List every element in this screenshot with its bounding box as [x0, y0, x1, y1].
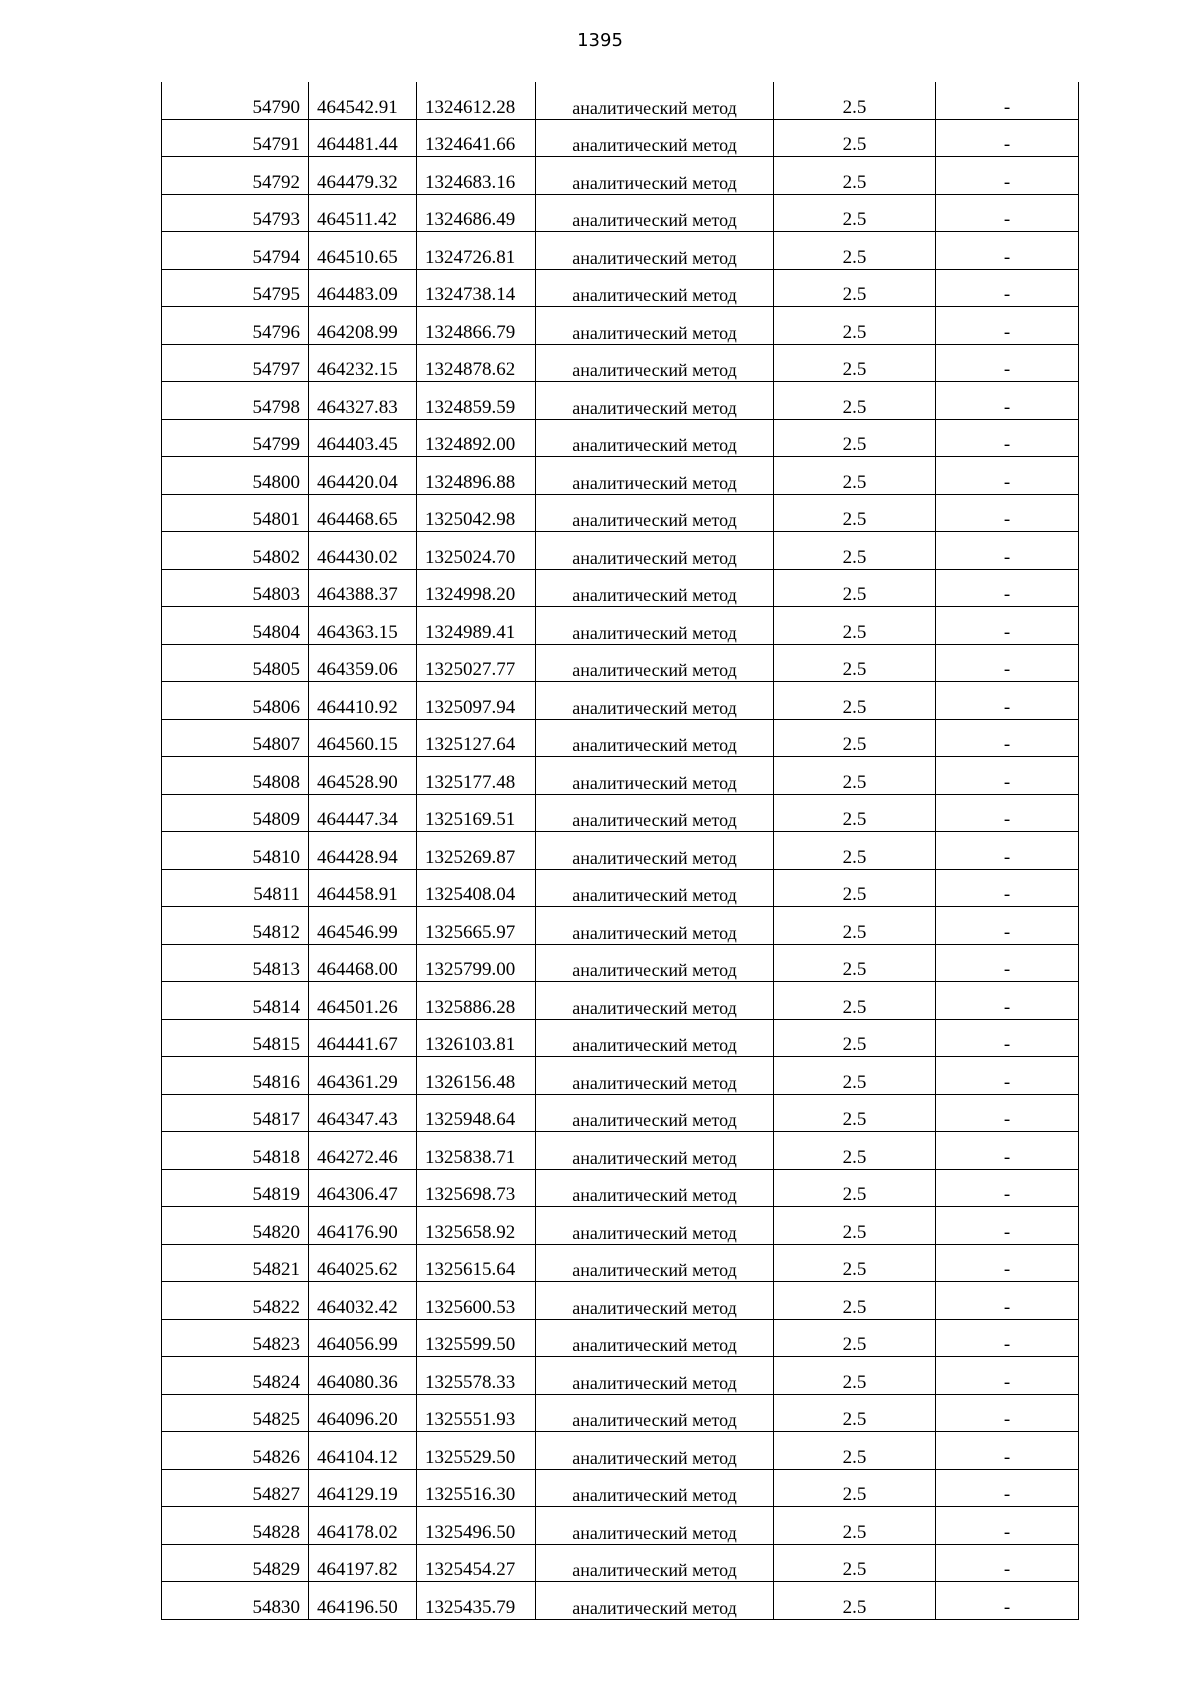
table-row	[162, 1019, 1079, 1057]
point-number-cell: 54819	[162, 1169, 309, 1207]
accuracy-cell: 2.5	[774, 1469, 936, 1507]
point-number-cell: 54795	[162, 269, 309, 307]
note-cell: -	[936, 1544, 1079, 1582]
accuracy-cell: 2.5	[774, 832, 936, 870]
page-number: 1395	[577, 30, 623, 51]
note-cell: -	[936, 682, 1079, 720]
point-number-cell: 54816	[162, 1057, 309, 1095]
table-row	[162, 1469, 1079, 1507]
point-number-cell: 54811	[162, 869, 309, 907]
note-cell: -	[936, 757, 1079, 795]
method-cell: аналитический метод	[536, 907, 774, 945]
x-coordinate-cell: 464468.00	[309, 944, 417, 982]
accuracy-cell: 2.5	[774, 1244, 936, 1282]
accuracy-cell: 2.5	[774, 494, 936, 532]
accuracy-cell: 2.5	[774, 1544, 936, 1582]
method-cell: аналитический метод	[536, 1207, 774, 1245]
note-cell: -	[936, 194, 1079, 232]
table-row	[162, 232, 1079, 270]
x-coordinate-cell: 464410.92	[309, 682, 417, 720]
note-cell: -	[936, 1432, 1079, 1470]
table-row	[162, 194, 1079, 232]
note-cell: -	[936, 457, 1079, 495]
x-coordinate-cell: 464481.44	[309, 119, 417, 157]
point-number-cell: 54806	[162, 682, 309, 720]
y-coordinate-cell: 1324998.20	[417, 569, 536, 607]
point-number-cell: 54810	[162, 832, 309, 870]
x-coordinate-cell: 464560.15	[309, 719, 417, 757]
method-cell: аналитический метод	[536, 1432, 774, 1470]
point-number-cell: 54808	[162, 757, 309, 795]
x-coordinate-cell: 464511.42	[309, 194, 417, 232]
table-row	[162, 1282, 1079, 1320]
method-cell: аналитический метод	[536, 607, 774, 645]
table-row	[162, 607, 1079, 645]
x-coordinate-cell: 464272.46	[309, 1132, 417, 1170]
note-cell: -	[936, 1282, 1079, 1320]
table-row	[162, 1394, 1079, 1432]
accuracy-cell: 2.5	[774, 1207, 936, 1245]
x-coordinate-cell: 464458.91	[309, 869, 417, 907]
y-coordinate-cell: 1325529.50	[417, 1432, 536, 1470]
x-coordinate-cell: 464510.65	[309, 232, 417, 270]
method-cell: аналитический метод	[536, 1582, 774, 1620]
method-cell: аналитический метод	[536, 569, 774, 607]
table-row	[162, 307, 1079, 345]
x-coordinate-cell: 464468.65	[309, 494, 417, 532]
table-row	[162, 757, 1079, 795]
note-cell: -	[936, 907, 1079, 945]
point-number-cell: 54793	[162, 194, 309, 232]
table-row	[162, 532, 1079, 570]
table-row	[162, 907, 1079, 945]
accuracy-cell: 2.5	[774, 1282, 936, 1320]
y-coordinate-cell: 1325615.64	[417, 1244, 536, 1282]
y-coordinate-cell: 1324726.81	[417, 232, 536, 270]
point-number-cell: 54804	[162, 607, 309, 645]
point-number-cell: 54828	[162, 1507, 309, 1545]
note-cell: -	[936, 607, 1079, 645]
y-coordinate-cell: 1325269.87	[417, 832, 536, 870]
y-coordinate-cell: 1325435.79	[417, 1582, 536, 1620]
accuracy-cell: 2.5	[774, 532, 936, 570]
y-coordinate-cell: 1324859.59	[417, 382, 536, 420]
point-number-cell: 54807	[162, 719, 309, 757]
note-cell: -	[936, 719, 1079, 757]
point-number-cell: 54803	[162, 569, 309, 607]
x-coordinate-cell: 464080.36	[309, 1357, 417, 1395]
point-number-cell: 54813	[162, 944, 309, 982]
point-number-cell: 54809	[162, 794, 309, 832]
method-cell: аналитический метод	[536, 419, 774, 457]
point-number-cell: 54823	[162, 1319, 309, 1357]
table-row	[162, 944, 1079, 982]
accuracy-cell: 2.5	[774, 382, 936, 420]
point-number-cell: 54817	[162, 1094, 309, 1132]
y-coordinate-cell: 1325658.92	[417, 1207, 536, 1245]
table-row	[162, 794, 1079, 832]
x-coordinate-cell: 464483.09	[309, 269, 417, 307]
accuracy-cell: 2.5	[774, 157, 936, 195]
accuracy-cell: 2.5	[774, 119, 936, 157]
y-coordinate-cell: 1325551.93	[417, 1394, 536, 1432]
method-cell: аналитический метод	[536, 1544, 774, 1582]
x-coordinate-cell: 464441.67	[309, 1019, 417, 1057]
note-cell: -	[936, 832, 1079, 870]
y-coordinate-cell: 1324683.16	[417, 157, 536, 195]
y-coordinate-cell: 1325097.94	[417, 682, 536, 720]
method-cell: аналитический метод	[536, 944, 774, 982]
point-number-cell: 54798	[162, 382, 309, 420]
table-row	[162, 269, 1079, 307]
method-cell: аналитический метод	[536, 719, 774, 757]
table-row	[162, 719, 1079, 757]
note-cell: -	[936, 232, 1079, 270]
note-cell: -	[936, 1469, 1079, 1507]
table-row	[162, 832, 1079, 870]
table-row	[162, 682, 1079, 720]
accuracy-cell: 2.5	[774, 232, 936, 270]
table-row	[162, 382, 1079, 420]
note-cell: -	[936, 1019, 1079, 1057]
note-cell: -	[936, 569, 1079, 607]
note-cell: -	[936, 1057, 1079, 1095]
method-cell: аналитический метод	[536, 494, 774, 532]
method-cell: аналитический метод	[536, 232, 774, 270]
method-cell: аналитический метод	[536, 1357, 774, 1395]
y-coordinate-cell: 1324989.41	[417, 607, 536, 645]
x-coordinate-cell: 464327.83	[309, 382, 417, 420]
accuracy-cell: 2.5	[774, 1319, 936, 1357]
y-coordinate-cell: 1326103.81	[417, 1019, 536, 1057]
x-coordinate-cell: 464104.12	[309, 1432, 417, 1470]
x-coordinate-cell: 464430.02	[309, 532, 417, 570]
method-cell: аналитический метод	[536, 682, 774, 720]
note-cell: -	[936, 382, 1079, 420]
point-number-cell: 54827	[162, 1469, 309, 1507]
y-coordinate-cell: 1325838.71	[417, 1132, 536, 1170]
point-number-cell: 54805	[162, 644, 309, 682]
x-coordinate-cell: 464528.90	[309, 757, 417, 795]
note-cell: -	[936, 82, 1079, 119]
point-number-cell: 54790	[162, 82, 309, 119]
table-row	[162, 1094, 1079, 1132]
method-cell: аналитический метод	[536, 1507, 774, 1545]
accuracy-cell: 2.5	[774, 794, 936, 832]
x-coordinate-cell: 464347.43	[309, 1094, 417, 1132]
table-row	[162, 1357, 1079, 1395]
x-coordinate-cell: 464546.99	[309, 907, 417, 945]
method-cell: аналитический метод	[536, 1019, 774, 1057]
accuracy-cell: 2.5	[774, 1169, 936, 1207]
method-cell: аналитический метод	[536, 194, 774, 232]
table-row	[162, 1244, 1079, 1282]
point-number-cell: 54800	[162, 457, 309, 495]
note-cell: -	[936, 1394, 1079, 1432]
method-cell: аналитический метод	[536, 794, 774, 832]
note-cell: -	[936, 1582, 1079, 1620]
method-cell: аналитический метод	[536, 119, 774, 157]
x-coordinate-cell: 464363.15	[309, 607, 417, 645]
note-cell: -	[936, 1094, 1079, 1132]
y-coordinate-cell: 1325599.50	[417, 1319, 536, 1357]
point-number-cell: 54821	[162, 1244, 309, 1282]
x-coordinate-cell: 464056.99	[309, 1319, 417, 1357]
accuracy-cell: 2.5	[774, 944, 936, 982]
x-coordinate-cell: 464388.37	[309, 569, 417, 607]
x-coordinate-cell: 464129.19	[309, 1469, 417, 1507]
point-number-cell: 54812	[162, 907, 309, 945]
coordinates-table	[161, 82, 1079, 1620]
y-coordinate-cell: 1325496.50	[417, 1507, 536, 1545]
accuracy-cell: 2.5	[774, 1094, 936, 1132]
method-cell: аналитический метод	[536, 1394, 774, 1432]
method-cell: аналитический метод	[536, 1169, 774, 1207]
x-coordinate-cell: 464032.42	[309, 1282, 417, 1320]
note-cell: -	[936, 869, 1079, 907]
y-coordinate-cell: 1325177.48	[417, 757, 536, 795]
method-cell: аналитический метод	[536, 382, 774, 420]
note-cell: -	[936, 1132, 1079, 1170]
y-coordinate-cell: 1324738.14	[417, 269, 536, 307]
note-cell: -	[936, 1357, 1079, 1395]
y-coordinate-cell: 1324866.79	[417, 307, 536, 345]
table-row	[162, 419, 1079, 457]
note-cell: -	[936, 119, 1079, 157]
accuracy-cell: 2.5	[774, 644, 936, 682]
point-number-cell: 54796	[162, 307, 309, 345]
accuracy-cell: 2.5	[774, 1432, 936, 1470]
x-coordinate-cell: 464501.26	[309, 982, 417, 1020]
accuracy-cell: 2.5	[774, 1394, 936, 1432]
accuracy-cell: 2.5	[774, 269, 936, 307]
x-coordinate-cell: 464359.06	[309, 644, 417, 682]
y-coordinate-cell: 1324896.88	[417, 457, 536, 495]
table-row	[162, 494, 1079, 532]
x-coordinate-cell: 464420.04	[309, 457, 417, 495]
table-row	[162, 344, 1079, 382]
note-cell: -	[936, 1169, 1079, 1207]
point-number-cell: 54826	[162, 1432, 309, 1470]
x-coordinate-cell: 464542.91	[309, 82, 417, 119]
point-number-cell: 54825	[162, 1394, 309, 1432]
table-row	[162, 569, 1079, 607]
accuracy-cell: 2.5	[774, 457, 936, 495]
x-coordinate-cell: 464403.45	[309, 419, 417, 457]
accuracy-cell: 2.5	[774, 719, 936, 757]
y-coordinate-cell: 1325042.98	[417, 494, 536, 532]
accuracy-cell: 2.5	[774, 1019, 936, 1057]
table-row	[162, 1582, 1079, 1620]
x-coordinate-cell: 464196.50	[309, 1582, 417, 1620]
y-coordinate-cell: 1325027.77	[417, 644, 536, 682]
note-cell: -	[936, 982, 1079, 1020]
table-row	[162, 1319, 1079, 1357]
x-coordinate-cell: 464178.02	[309, 1507, 417, 1545]
accuracy-cell: 2.5	[774, 607, 936, 645]
y-coordinate-cell: 1325408.04	[417, 869, 536, 907]
accuracy-cell: 2.5	[774, 419, 936, 457]
x-coordinate-cell: 464197.82	[309, 1544, 417, 1582]
method-cell: аналитический метод	[536, 757, 774, 795]
x-coordinate-cell: 464428.94	[309, 832, 417, 870]
accuracy-cell: 2.5	[774, 307, 936, 345]
method-cell: аналитический метод	[536, 157, 774, 195]
accuracy-cell: 2.5	[774, 1132, 936, 1170]
point-number-cell: 54801	[162, 494, 309, 532]
method-cell: аналитический метод	[536, 1469, 774, 1507]
note-cell: -	[936, 944, 1079, 982]
table-row	[162, 1207, 1079, 1245]
table-row	[162, 457, 1079, 495]
x-coordinate-cell: 464447.34	[309, 794, 417, 832]
y-coordinate-cell: 1324892.00	[417, 419, 536, 457]
y-coordinate-cell: 1325127.64	[417, 719, 536, 757]
note-cell: -	[936, 494, 1079, 532]
table-row	[162, 644, 1079, 682]
y-coordinate-cell: 1325886.28	[417, 982, 536, 1020]
point-number-cell: 54830	[162, 1582, 309, 1620]
note-cell: -	[936, 794, 1079, 832]
note-cell: -	[936, 419, 1079, 457]
method-cell: аналитический метод	[536, 82, 774, 119]
accuracy-cell: 2.5	[774, 1357, 936, 1395]
note-cell: -	[936, 1319, 1079, 1357]
point-number-cell: 54829	[162, 1544, 309, 1582]
accuracy-cell: 2.5	[774, 682, 936, 720]
note-cell: -	[936, 1244, 1079, 1282]
note-cell: -	[936, 644, 1079, 682]
accuracy-cell: 2.5	[774, 982, 936, 1020]
y-coordinate-cell: 1325665.97	[417, 907, 536, 945]
table-row	[162, 1169, 1079, 1207]
x-coordinate-cell: 464025.62	[309, 1244, 417, 1282]
point-number-cell: 54818	[162, 1132, 309, 1170]
accuracy-cell: 2.5	[774, 194, 936, 232]
point-number-cell: 54794	[162, 232, 309, 270]
table-row	[162, 1544, 1079, 1582]
method-cell: аналитический метод	[536, 457, 774, 495]
point-number-cell: 54824	[162, 1357, 309, 1395]
point-number-cell: 54814	[162, 982, 309, 1020]
y-coordinate-cell: 1325698.73	[417, 1169, 536, 1207]
method-cell: аналитический метод	[536, 1057, 774, 1095]
note-cell: -	[936, 269, 1079, 307]
method-cell: аналитический метод	[536, 982, 774, 1020]
method-cell: аналитический метод	[536, 832, 774, 870]
x-coordinate-cell: 464232.15	[309, 344, 417, 382]
x-coordinate-cell: 464096.20	[309, 1394, 417, 1432]
method-cell: аналитический метод	[536, 869, 774, 907]
method-cell: аналитический метод	[536, 1282, 774, 1320]
table-row	[162, 82, 1079, 119]
y-coordinate-cell: 1325600.53	[417, 1282, 536, 1320]
table-row	[162, 982, 1079, 1020]
method-cell: аналитический метод	[536, 1244, 774, 1282]
y-coordinate-cell: 1324612.28	[417, 82, 536, 119]
note-cell: -	[936, 344, 1079, 382]
x-coordinate-cell: 464479.32	[309, 157, 417, 195]
y-coordinate-cell: 1324641.66	[417, 119, 536, 157]
method-cell: аналитический метод	[536, 532, 774, 570]
point-number-cell: 54791	[162, 119, 309, 157]
method-cell: аналитический метод	[536, 269, 774, 307]
point-number-cell: 54822	[162, 1282, 309, 1320]
y-coordinate-cell: 1324878.62	[417, 344, 536, 382]
y-coordinate-cell: 1326156.48	[417, 1057, 536, 1095]
y-coordinate-cell: 1325948.64	[417, 1094, 536, 1132]
accuracy-cell: 2.5	[774, 757, 936, 795]
y-coordinate-cell: 1325516.30	[417, 1469, 536, 1507]
note-cell: -	[936, 532, 1079, 570]
x-coordinate-cell: 464361.29	[309, 1057, 417, 1095]
accuracy-cell: 2.5	[774, 569, 936, 607]
x-coordinate-cell: 464306.47	[309, 1169, 417, 1207]
table-row	[162, 1057, 1079, 1095]
method-cell: аналитический метод	[536, 307, 774, 345]
table-row	[162, 157, 1079, 195]
table-row	[162, 1432, 1079, 1470]
accuracy-cell: 2.5	[774, 344, 936, 382]
point-number-cell: 54815	[162, 1019, 309, 1057]
method-cell: аналитический метод	[536, 1094, 774, 1132]
method-cell: аналитический метод	[536, 1132, 774, 1170]
y-coordinate-cell: 1325799.00	[417, 944, 536, 982]
accuracy-cell: 2.5	[774, 907, 936, 945]
note-cell: -	[936, 157, 1079, 195]
table-row	[162, 869, 1079, 907]
point-number-cell: 54792	[162, 157, 309, 195]
y-coordinate-cell: 1325454.27	[417, 1544, 536, 1582]
table-row	[162, 1507, 1079, 1545]
method-cell: аналитический метод	[536, 344, 774, 382]
note-cell: -	[936, 1207, 1079, 1245]
point-number-cell: 54797	[162, 344, 309, 382]
y-coordinate-cell: 1325578.33	[417, 1357, 536, 1395]
table-row	[162, 1132, 1079, 1170]
table-row	[162, 119, 1079, 157]
point-number-cell: 54820	[162, 1207, 309, 1245]
accuracy-cell: 2.5	[774, 1582, 936, 1620]
x-coordinate-cell: 464208.99	[309, 307, 417, 345]
y-coordinate-cell: 1324686.49	[417, 194, 536, 232]
table-body	[162, 82, 1079, 1619]
accuracy-cell: 2.5	[774, 1507, 936, 1545]
point-number-cell: 54802	[162, 532, 309, 570]
accuracy-cell: 2.5	[774, 869, 936, 907]
note-cell: -	[936, 1507, 1079, 1545]
accuracy-cell: 2.5	[774, 1057, 936, 1095]
method-cell: аналитический метод	[536, 644, 774, 682]
note-cell: -	[936, 307, 1079, 345]
y-coordinate-cell: 1325169.51	[417, 794, 536, 832]
point-number-cell: 54799	[162, 419, 309, 457]
accuracy-cell: 2.5	[774, 82, 936, 119]
y-coordinate-cell: 1325024.70	[417, 532, 536, 570]
method-cell: аналитический метод	[536, 1319, 774, 1357]
x-coordinate-cell: 464176.90	[309, 1207, 417, 1245]
